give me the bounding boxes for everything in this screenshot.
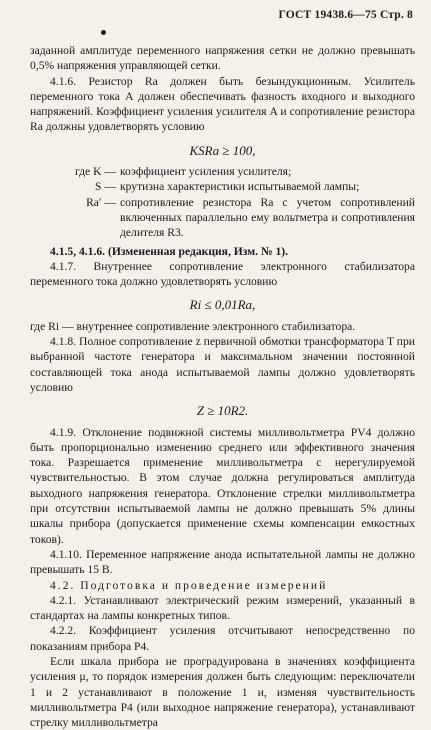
paragraph-ri-definition: где Ri — внутреннее сопротивление электронного стабилизатора.: [30, 319, 356, 333]
formula-ri: Ri ≤ 0,01Ra,: [189, 297, 256, 313]
paragraph-continuation: заданной амплитуде переменного напряжения сетки не должно превышать 0,5% напряжения управляющей сетки.: [30, 44, 415, 73]
where-label: где: [74, 165, 91, 179]
definitions-list: [30, 164, 415, 240]
term-ra: Ra′ —: [86, 195, 116, 209]
term-s: S —: [95, 180, 116, 194]
paragraph-4-1-9: 4.1.9. Отклонение подвижной системы милливольтметра PV4 должно быть пропорционально изменению среднего или эффективного значения тока. Разрешается применение милливольтметра с нерегулируемой чувствительностью. В этом случае должна регулироваться амплитуда выходного напряжения генератора. Отклонение стрелки милливольтметра при отсутствии испытываемой лампы не должно превышать 5% длины шкалы прибора (допускается применение схемы компенсации емкостных токов).: [30, 425, 415, 546]
paragraph-4-1-10: 4.1.10. Переменное напряжение анода испытательной лампы не должно превышать 15 В.: [30, 547, 415, 577]
term-k: K —: [93, 165, 116, 179]
paragraph-4-1-8: 4.1.8. Полное сопротивление z первичной обмотки трансформатора T при выбранной частоте генератора и максимальном значении постоянной составляющей тока анода испытываемой лампы должно удовлетворять условию: [30, 335, 415, 394]
paragraph-4-1-7: 4.1.7. Внутреннее сопротивление электронного стабилизатора переменного тока должно удовлетворять условию: [30, 259, 415, 289]
paragraph-scale: Если шкала прибора не проградуирована в значениях коэффициента усиления μ, то порядок измерения должен быть следующим: переключатели 1 и 2 устанавливают в положение 1 и, изменяя чувствительность милливольтметра P4 (или выходное напряжение генератора), устанавливают стрелку милливольтметра: [30, 654, 415, 730]
formula-ksr: KSRa ≥ 100,: [189, 142, 256, 158]
paragraph-4-2-1: 4.2.1. Устанавливают электрический режим измерений, указанный в стандартах на лампы конкретных типов.: [30, 593, 415, 623]
amendment-note: 4.1.5, 4.1.6. (Измененная редакция, Изм. № 1).: [50, 244, 289, 258]
bullet-mark: [101, 30, 106, 35]
paragraph-4-1-6: 4.1.6. Резистор Ra должен быть безындукционным. Усилитель переменного тока A должен обеспечивать фазность входного и выходного напряжений. Коэффициент усиления усилителя A и сопротивление резистора Ra должны удовлетворять условию: [30, 74, 415, 134]
paragraph-4-2-2: 4.2.2. Коэффициент усиления отсчитывают непосредственно по показаниям прибора P4.: [30, 624, 415, 653]
section-heading-4-2: 4.2. Подготовка и проведение измерений: [50, 578, 328, 592]
definition-ra-text: сопротивление резистора Ra с учетом сопротивлений включенных параллельно ему вольтметра и сопротивления делителя R3.: [120, 195, 415, 240]
definition-k-text: коэффициент усиления усилителя;: [120, 165, 292, 179]
formula-z: Z ≥ 10R2.: [196, 403, 249, 419]
definition-k: [30, 164, 415, 179]
page-header: ГОСТ 19438.6—75 Стр. 8: [278, 9, 413, 21]
document-body: [30, 43, 415, 730]
definition-s-text: крутизна характеристики испытываемой лампы;: [120, 180, 360, 194]
definition-ra: [30, 195, 415, 241]
definition-s: [30, 179, 415, 194]
